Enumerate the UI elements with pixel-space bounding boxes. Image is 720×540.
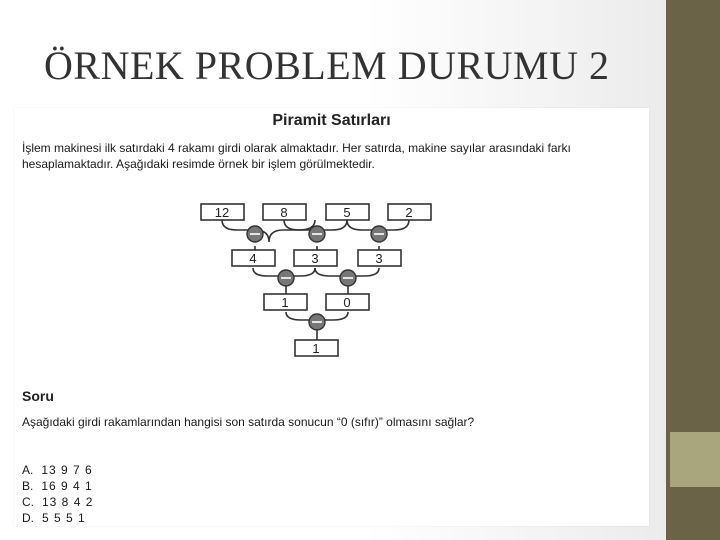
pyramid-box [264,294,307,310]
problem-heading: Piramit Satırları [272,112,391,129]
minus-circle-icon [309,314,325,330]
option-letter: C. [22,495,34,509]
problem-image [14,108,649,526]
svg-text:1: 1 [281,295,289,310]
option-a [22,462,93,478]
question-text: Aşağıdaki girdi rakamlarından hangisi son satırda sonucun “0 (sıfır)” olmasını sağlar? [22,415,475,429]
minus-circle-icon [309,226,325,242]
pyramid-box [326,204,369,220]
option-c [22,494,93,510]
pyramid-diagram [14,108,649,368]
option-letter: D. [22,511,34,525]
svg-text:2: 2 [405,205,413,220]
option-text: 16 9 4 1 [41,479,93,493]
option-letter: B. [22,479,34,493]
connector [222,220,315,242]
pyramid-box [263,204,306,220]
minus-circle-icon [247,226,263,242]
pyramid-box [201,204,244,220]
minus-circle-icon [340,270,356,286]
pyramid-box [326,294,369,310]
svg-text:12: 12 [214,205,230,220]
svg-text:4: 4 [249,251,257,266]
question-heading: Soru [22,388,54,404]
option-d [22,510,93,526]
svg-text:5: 5 [343,205,351,220]
svg-text:0: 0 [343,295,351,310]
svg-text:3: 3 [375,251,383,266]
svg-text:8: 8 [280,205,288,220]
option-text: 5 5 5 1 [42,511,86,525]
option-letter: A. [22,463,34,477]
option-b [22,478,93,494]
svg-text:3: 3 [311,251,319,266]
svg-text:1: 1 [312,341,320,356]
slide-title: ÖRNEK PROBLEM DURUMU 2 [44,43,610,88]
pyramid-box [358,250,401,266]
side-accent [670,432,720,487]
problem-intro: İşlem makinesi ilk satırdaki 4 rakamı girdi olarak almaktadır. Her satırda, makine sayılar arasındaki farkı hesaplamaktadır. Aşağıdaki resimde örnek bir işlem görülmektedir. [22,141,571,171]
option-text: 13 8 4 2 [42,495,94,509]
pyramid-box [295,340,338,356]
pyramid-box [388,204,431,220]
pyramid-box [294,250,337,266]
answer-options [22,462,93,526]
minus-circle-icon [278,270,294,286]
minus-circle-icon [371,226,387,242]
option-text: 13 9 7 6 [41,463,93,477]
pyramid-box [232,250,275,266]
